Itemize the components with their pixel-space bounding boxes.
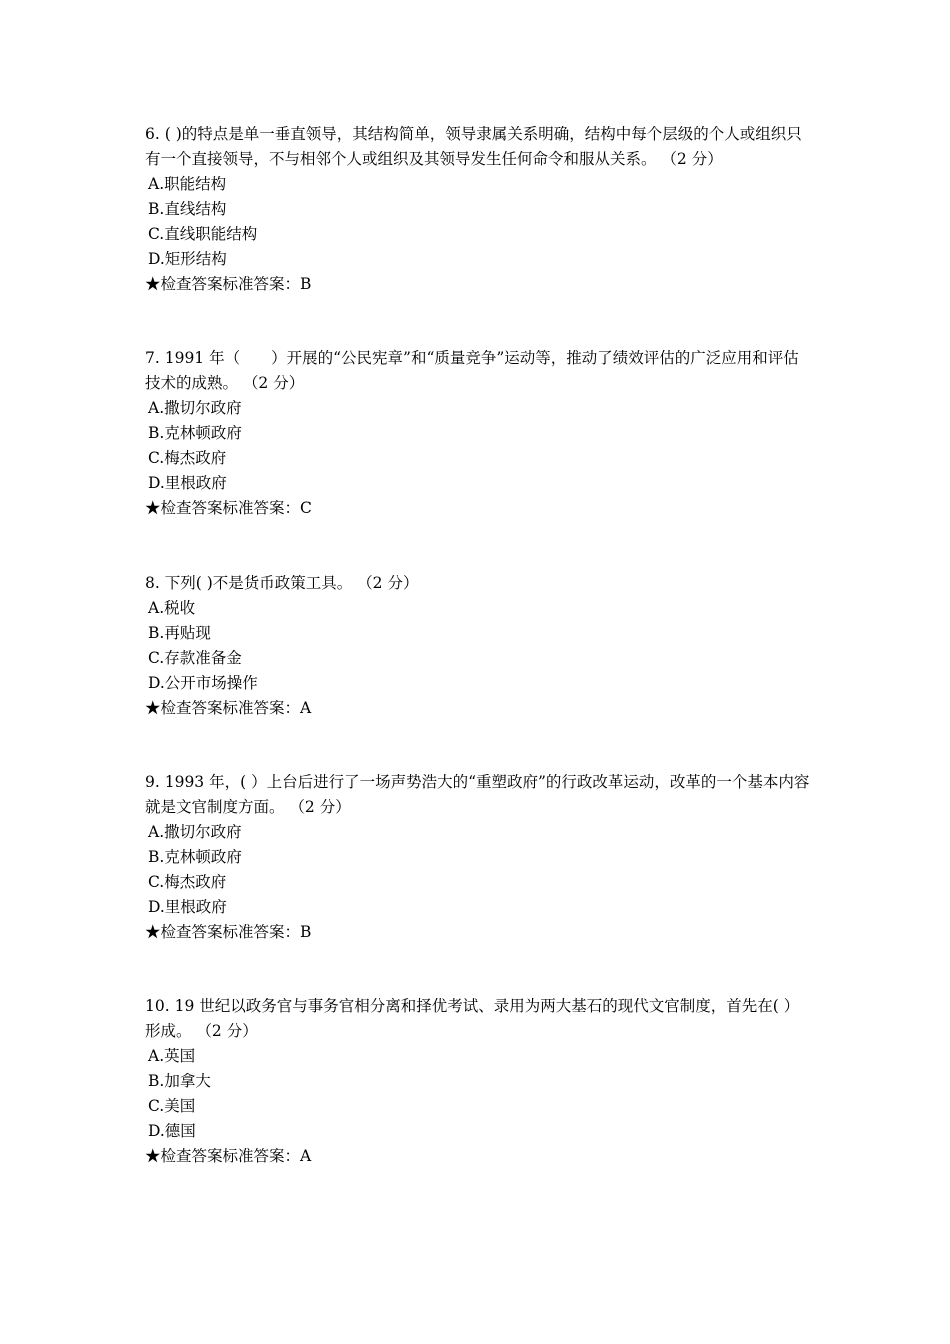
question-stem: 10. 19 世纪以政务官与事务官相分离和择优考试、录用为两大基石的现代文官制度，首先在( ）形成。 （2 分） — [145, 997, 800, 1040]
question-10 — [145, 994, 810, 1169]
answer-line: ★检查答案标准答案：C — [145, 499, 312, 517]
answer-line: ★检查答案标准答案：A — [145, 699, 312, 717]
option-c: C.直线职能结构 — [148, 225, 258, 243]
option-a: A.税收 — [148, 599, 196, 617]
option-b: B.克林顿政府 — [148, 848, 242, 866]
question-8 — [145, 571, 810, 721]
option-b: B.克林顿政府 — [148, 424, 242, 442]
option-d: D.里根政府 — [148, 898, 227, 916]
answer-line: ★检查答案标准答案：A — [145, 1147, 312, 1165]
answer-line: ★检查答案标准答案：B — [145, 275, 312, 293]
option-a: A.撒切尔政府 — [148, 823, 242, 841]
option-d: D.矩形结构 — [148, 250, 227, 268]
answer-line: ★检查答案标准答案：B — [145, 923, 312, 941]
option-c: C.美国 — [148, 1097, 196, 1115]
question-6 — [145, 122, 810, 297]
question-7 — [145, 346, 810, 521]
option-d: D.里根政府 — [148, 474, 227, 492]
option-b: B.加拿大 — [148, 1072, 211, 1090]
option-d: D.公开市场操作 — [148, 674, 258, 692]
option-b: B.直线结构 — [148, 200, 227, 218]
question-9 — [145, 770, 810, 945]
question-stem: 7. 1991 年（ ）开展的“公民宪章”和“质量竞争”运动等，推动了绩效评估的广泛应用和评估技术的成熟。 （2 分） — [145, 349, 799, 392]
option-a: A.撒切尔政府 — [148, 399, 242, 417]
option-a: A.英国 — [148, 1047, 196, 1065]
question-stem: 8. 下列( )不是货币政策工具。 （2 分） — [145, 574, 419, 592]
option-d: D.德国 — [148, 1122, 196, 1140]
option-c: C.存款准备金 — [148, 649, 242, 667]
option-c: C.梅杰政府 — [148, 449, 227, 467]
option-b: B.再贴现 — [148, 624, 211, 642]
question-stem: 6. ( )的特点是单一垂直领导，其结构简单，领导隶属关系明确，结构中每个层级的个人或组织只有一个直接领导，不与相邻个人或组织及其领导发生任何命令和服从关系。 （2 分） — [145, 125, 802, 168]
question-stem: 9. 1993 年，( ）上台后进行了一场声势浩大的“重塑政府”的行政改革运动，改革的一个基本内容就是文官制度方面。 （2 分） — [145, 773, 810, 816]
option-a: A.职能结构 — [148, 175, 227, 193]
option-c: C.梅杰政府 — [148, 873, 227, 891]
